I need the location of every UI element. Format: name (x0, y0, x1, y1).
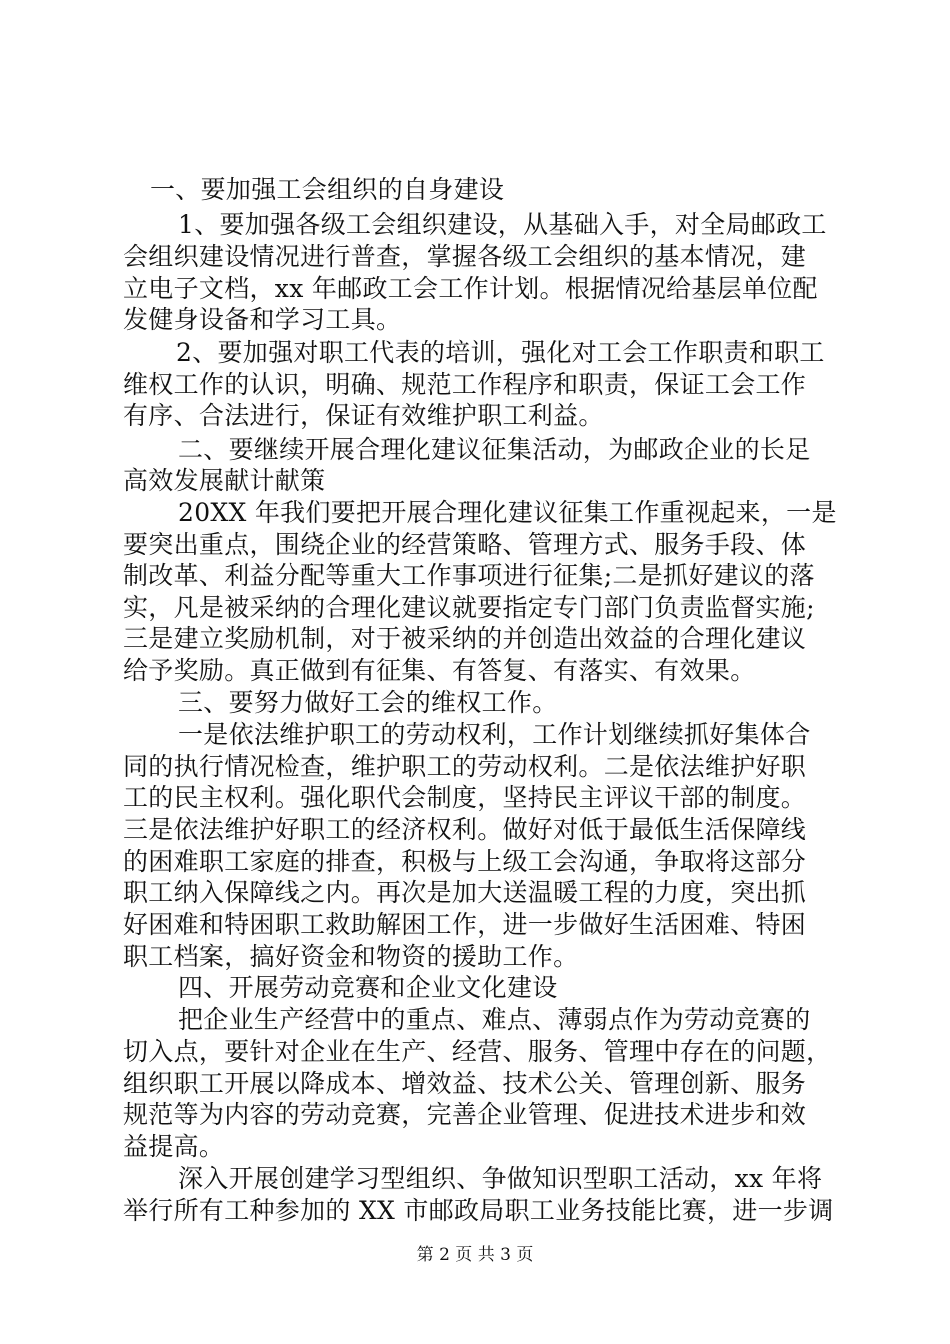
section-heading-2: 二、要继续开展合理化建议征集活动，为邮政企业的长足 (178, 435, 811, 464)
section-heading-2-cont: 高效发展献计献策 (123, 466, 326, 495)
paragraph-line: 三是依法维护好职工的经济权利。做好对低于最低生活保障线 (123, 815, 807, 844)
paragraph-line: 把企业生产经营中的重点、难点、薄弱点作为劳动竞赛的 (178, 1005, 811, 1034)
page-number-footer: 第 2 页 共 3 页 (416, 1245, 534, 1265)
paragraph-line: 20XX 年我们要把开展合理化建议征集工作重视起来，一是 (178, 498, 837, 527)
paragraph-line: 同的执行情况检查，维护职工的劳动权利。二是依法维护好职 (123, 752, 807, 781)
paragraph-line: 职工档案，搞好资金和物资的援助工作。 (123, 942, 579, 971)
section-heading-3: 三、要努力做好工会的维权工作。 (178, 688, 558, 717)
paragraph-line: 维权工作的认识，明确、规范工作程序和职责，保证工会工作 (123, 370, 807, 399)
paragraph-line: 一是依法维护职工的劳动权利，工作计划继续抓好集体合 (178, 720, 811, 749)
paragraph-line: 职工纳入保障线之内。再次是加大送温暖工程的力度，突出抓 (123, 878, 807, 907)
paragraph-line: 益提高。 (123, 1132, 225, 1161)
paragraph-line: 有序、合法进行，保证有效维护职工利益。 (123, 401, 604, 430)
paragraph-line: 给予奖励。真正做到有征集、有答复、有落实、有效果。 (123, 656, 756, 685)
paragraph-line: 规范等为内容的劳动竞赛，完善企业管理、促进技术进步和效 (123, 1100, 807, 1129)
paragraph-line: 1、要加强各级工会组织建设，从基础入手，对全局邮政工 (178, 210, 827, 239)
paragraph-line: 会组织建设情况进行普查，掌握各级工会组织的基本情况，建 (123, 242, 807, 271)
paragraph-line: 的困难职工家庭的排查，积极与上级工会沟通，争取将这部分 (123, 847, 807, 876)
paragraph-line: 要突出重点，围绕企业的经营策略、管理方式、服务手段、体 (123, 530, 807, 559)
paragraph-line: 实，凡是被采纳的合理化建议就要指定专门部门负责监督实施; (123, 593, 815, 622)
paragraph-line: 立电子文档，xx 年邮政工会工作计划。根据情况给基层单位配 (123, 274, 818, 303)
paragraph-line: 举行所有工种参加的 XX 市邮政局职工业务技能比赛，进一步调 (123, 1196, 834, 1225)
paragraph-line: 工的民主权利。强化职代会制度，坚持民主评议干部的制度。 (123, 783, 807, 812)
section-heading-4: 四、开展劳动竞赛和企业文化建设 (178, 973, 558, 1002)
paragraph-line: 组织职工开展以降成本、增效益、技术公关、管理创新、服务 (123, 1069, 807, 1098)
paragraph-line: 深入开展创建学习型组织、争做知识型职工活动，xx 年将 (178, 1164, 823, 1193)
paragraph-line: 切入点，要针对企业在生产、经营、服务、管理中存在的问题， (123, 1037, 832, 1066)
paragraph-line: 三是建立奖励机制，对于被采纳的并创造出效益的合理化建议 (123, 624, 807, 653)
paragraph-line: 发健身设备和学习工具。 (123, 305, 402, 334)
paragraph-line: 好困难和特困职工救助解困工作，进一步做好生活困难、特困 (123, 910, 807, 939)
paragraph-line: 2、要加强对职工代表的培训，强化对工会工作职责和职工 (176, 338, 825, 367)
section-heading-1: 一、要加强工会组织的自身建设 (150, 175, 505, 204)
paragraph-line: 制改革、利益分配等重大工作事项进行征集;二是抓好建议的落 (123, 561, 815, 590)
